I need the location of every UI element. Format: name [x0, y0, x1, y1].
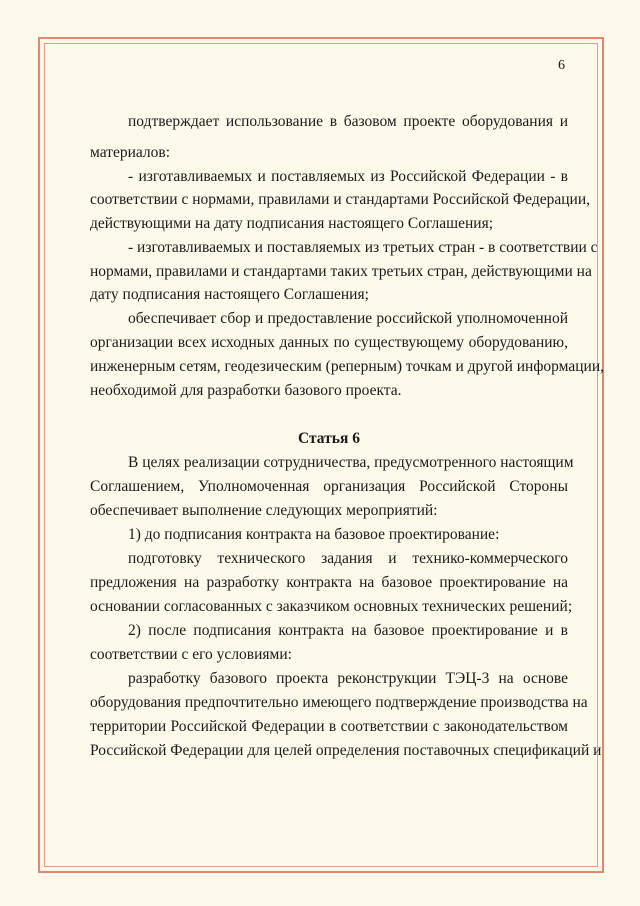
article-heading: Статья 6: [298, 430, 360, 447]
text-line: подтверждает использование в базовом проекте оборудования и: [128, 113, 568, 130]
text-line: 2) после подписания контракта на базовое проектирование и в: [128, 622, 568, 639]
text-line: подготовку технического задания и технико-коммерческого: [128, 550, 568, 567]
text-line: действующими на дату подписания настоящего Соглашения;: [90, 215, 493, 232]
text-line: В целях реализации сотрудничества, предусмотренного настоящим: [128, 454, 574, 471]
text-line: обеспечивает сбор и предоставление российской уполномоченной: [128, 310, 568, 327]
text-line: - изготавливаемых и поставляемых из Российской Федерации - в: [128, 168, 568, 185]
text-line: Соглашением, Уполномоченная организация Российской Стороны: [90, 478, 568, 495]
text-line: предложения на разработку контракта на базовое проектирование на: [90, 574, 568, 591]
text-line: материалов:: [90, 144, 171, 161]
text-line: необходимой для разработки базового проекта.: [90, 382, 402, 399]
text-line: территории Российской Федерации в соответствии с законодательством: [90, 718, 568, 735]
text-line: соответствии с его условиями:: [90, 646, 292, 663]
text-line: разработку базового проекта реконструкции ТЭЦ-3 на основе: [128, 670, 568, 687]
text-line: Российской Федерации для целей определения поставочных спецификаций и: [90, 742, 602, 759]
text-line: соответствии с нормами, правилами и стандартами Российской Федерации,: [90, 191, 590, 208]
text-line: - изготавливаемых и поставляемых из третьих стран - в соответствии с: [128, 239, 598, 256]
text-line: оборудования предпочтительно имеющего подтверждение производства на: [90, 694, 588, 711]
text-line: основании согласованных с заказчиком основных технических решений;: [90, 598, 573, 615]
text-line: организации всех исходных данных по существующему оборудованию,: [90, 334, 568, 351]
text-line: дату подписания настоящего Соглашения;: [90, 286, 369, 303]
page-number: 6: [558, 58, 565, 73]
text-line: нормами, правилами и стандартами таких третьих стран, действующими на: [90, 263, 592, 280]
text-line: инженерным сетям, геодезическим (реперным) точкам и другой информации,: [90, 358, 604, 375]
text-line: 1) до подписания контракта на базовое проектирование:: [128, 526, 500, 543]
text-line: обеспечивает выполнение следующих мероприятий:: [90, 502, 438, 519]
